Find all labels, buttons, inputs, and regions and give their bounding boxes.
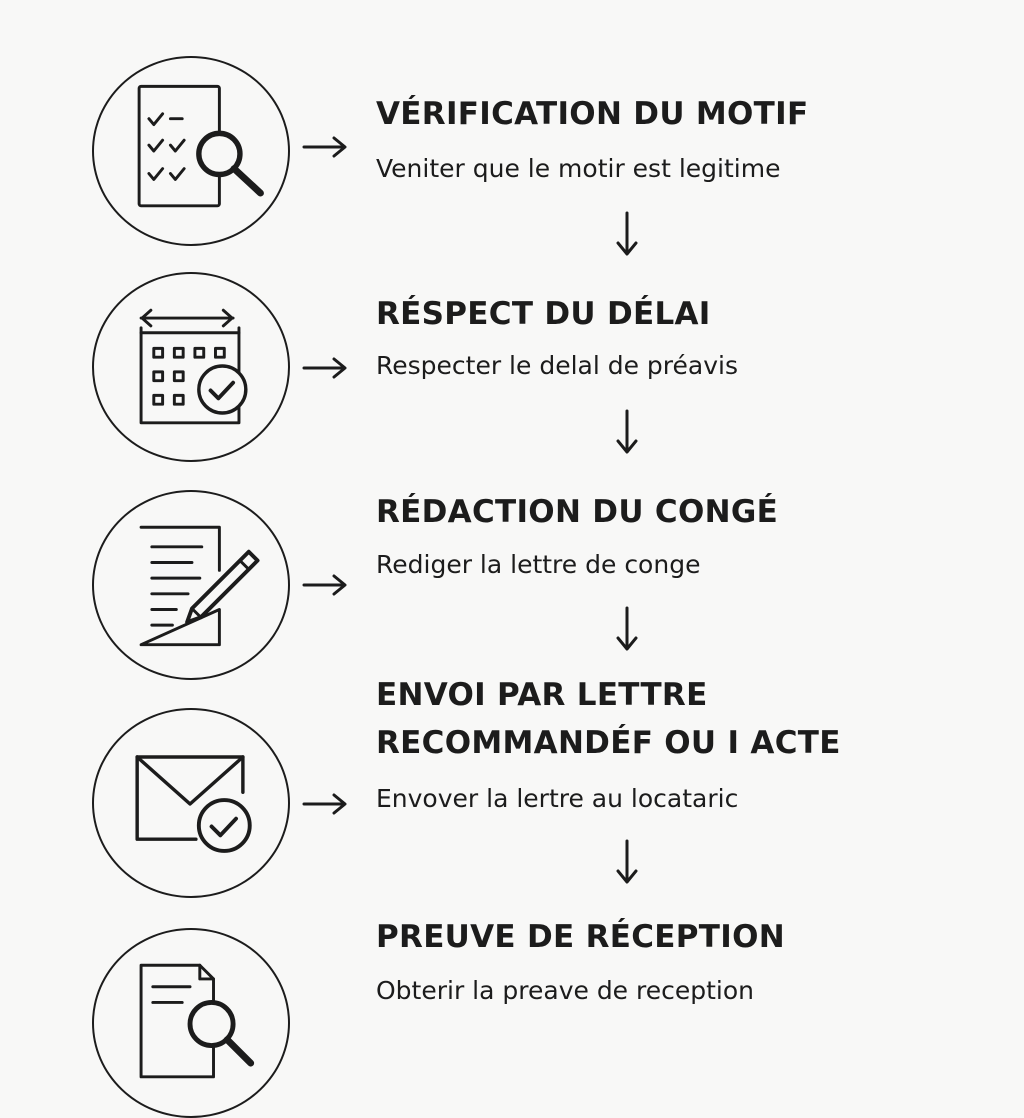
step-5-description: Obterir la preave de reception bbox=[376, 976, 755, 1005]
step-4-title-line-2: RECOMMANDÉF OU I ACTE bbox=[376, 725, 841, 761]
step-2-description: Respecter le delal de préavis bbox=[376, 351, 738, 380]
step-4-description: Envover la lertre au locataric bbox=[376, 784, 739, 813]
step-1-icon-circle bbox=[92, 56, 290, 246]
envelope-check-icon bbox=[94, 710, 288, 896]
arrow-right-icon bbox=[302, 792, 348, 816]
step-1-description: Veniter que le motir est legitime bbox=[376, 154, 781, 183]
step-5-title: PREUVE DE RÉCEPTION bbox=[376, 919, 785, 955]
step-2-title: RÉSPECT DU DÉLAI bbox=[376, 296, 711, 332]
document-search-icon bbox=[94, 930, 288, 1116]
arrow-right-icon bbox=[302, 573, 348, 597]
calendar-check-icon bbox=[94, 274, 288, 460]
arrow-down-icon bbox=[612, 838, 642, 886]
step-5-icon-circle bbox=[92, 928, 290, 1118]
step-4-icon-circle bbox=[92, 708, 290, 898]
step-1-title: VÉRIFICATION DU MOTIF bbox=[376, 96, 809, 132]
step-4-title-line-1: ENVOI PAR LETTRE bbox=[376, 677, 708, 713]
arrow-right-icon bbox=[302, 135, 348, 159]
step-3-icon-circle bbox=[92, 490, 290, 680]
step-3-title: RÉDACTION DU CONGÉ bbox=[376, 494, 779, 530]
arrow-down-icon bbox=[612, 408, 642, 456]
document-search-icon bbox=[94, 58, 288, 244]
step-2-icon-circle bbox=[92, 272, 290, 462]
arrow-right-icon bbox=[302, 356, 348, 380]
arrow-down-icon bbox=[612, 210, 642, 258]
arrow-down-icon bbox=[612, 605, 642, 653]
step-3-description: Rediger la lettre de conge bbox=[376, 550, 701, 579]
document-pencil-icon bbox=[94, 492, 288, 678]
